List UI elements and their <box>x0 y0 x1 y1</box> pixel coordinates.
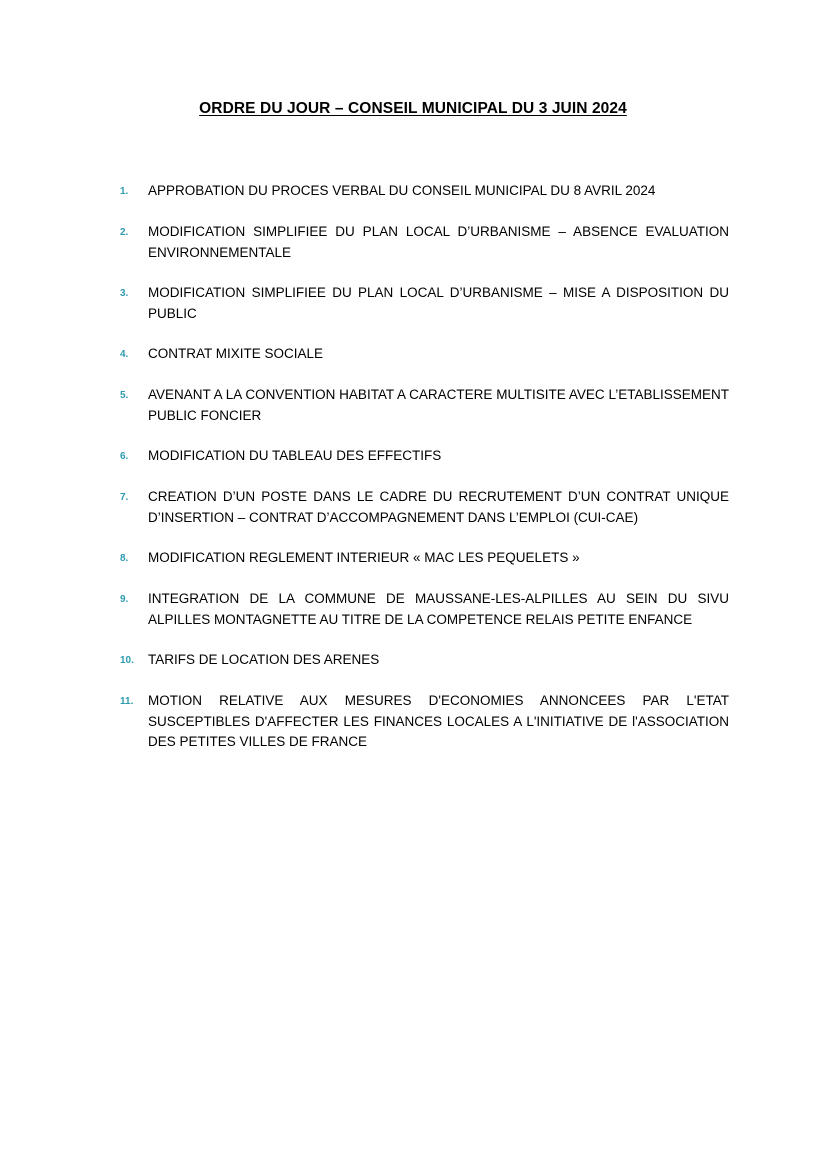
agenda-item-text: MODIFICATION REGLEMENT INTERIEUR « MAC LES PEQUELETS » <box>148 550 580 565</box>
agenda-item <box>120 548 729 569</box>
agenda-item <box>120 487 729 528</box>
agenda-item <box>120 283 729 324</box>
agenda-item-text: CREATION D’UN POSTE DANS LE CADRE DU RECRUTEMENT D’UN CONTRAT UNIQUE D’INSERTION – CONTRAT D’ACCOMPAGNEMENT DANS L’EMPLOI (CUI-CAE) <box>148 489 729 525</box>
agenda-item-number: 5. <box>120 390 129 401</box>
agenda-item-text: MODIFICATION SIMPLIFIEE DU PLAN LOCAL D’URBANISME – MISE A DISPOSITION DU PUBLIC <box>148 285 729 321</box>
page-title: ORDRE DU JOUR – CONSEIL MUNICIPAL DU 3 JUIN 2024 <box>199 100 627 117</box>
agenda-item-text: APPROBATION DU PROCES VERBAL DU CONSEIL MUNICIPAL DU 8 AVRIL 2024 <box>148 183 656 198</box>
agenda-item-text: MODIFICATION SIMPLIFIEE DU PLAN LOCAL D’URBANISME – ABSENCE EVALUATION ENVIRONNEMENTALE <box>148 224 729 260</box>
agenda-item-text: MOTION RELATIVE AUX MESURES D'ECONOMIES ANNONCEES PAR L'ETAT SUSCEPTIBLES D'AFFECTER LES FINANCES LOCALES A L'INITIATIVE DE l'ASSOCIATION DES PETITES VILLES DE FRANCE <box>148 693 729 749</box>
agenda-item <box>120 222 729 263</box>
agenda-item-number: 9. <box>120 594 129 605</box>
agenda-item <box>120 344 729 365</box>
agenda-item-number: 10. <box>120 655 134 666</box>
agenda-item-number: 2. <box>120 227 129 238</box>
agenda-item-text: TARIFS DE LOCATION DES ARENES <box>148 652 380 667</box>
agenda-item <box>120 691 729 753</box>
agenda-item-number: 7. <box>120 492 129 503</box>
agenda-item-number: 11. <box>120 696 134 707</box>
agenda-item-text: CONTRAT MIXITE SOCIALE <box>148 346 324 361</box>
agenda-item-number: 8. <box>120 553 129 564</box>
agenda-item-number: 1. <box>120 186 129 197</box>
agenda-list <box>120 181 729 773</box>
agenda-item <box>120 589 729 630</box>
agenda-item-text: MODIFICATION DU TABLEAU DES EFFECTIFS <box>148 448 442 463</box>
agenda-item-text: INTEGRATION DE LA COMMUNE DE MAUSSANE-LES-ALPILLES AU SEIN DU SIVU ALPILLES MONTAGNETTE AU TITRE DE LA COMPETENCE RELAIS PETITE ENFANCE <box>148 591 729 627</box>
agenda-item-number: 4. <box>120 349 129 360</box>
agenda-item-number: 3. <box>120 288 129 299</box>
agenda-item-number: 6. <box>120 451 129 462</box>
agenda-item <box>120 181 729 202</box>
agenda-item <box>120 650 729 671</box>
agenda-item <box>120 446 729 467</box>
agenda-item-text: AVENANT A LA CONVENTION HABITAT A CARACTERE MULTISITE AVEC L’ETABLISSEMENT PUBLIC FONCIER <box>148 387 729 423</box>
agenda-item <box>120 385 729 426</box>
